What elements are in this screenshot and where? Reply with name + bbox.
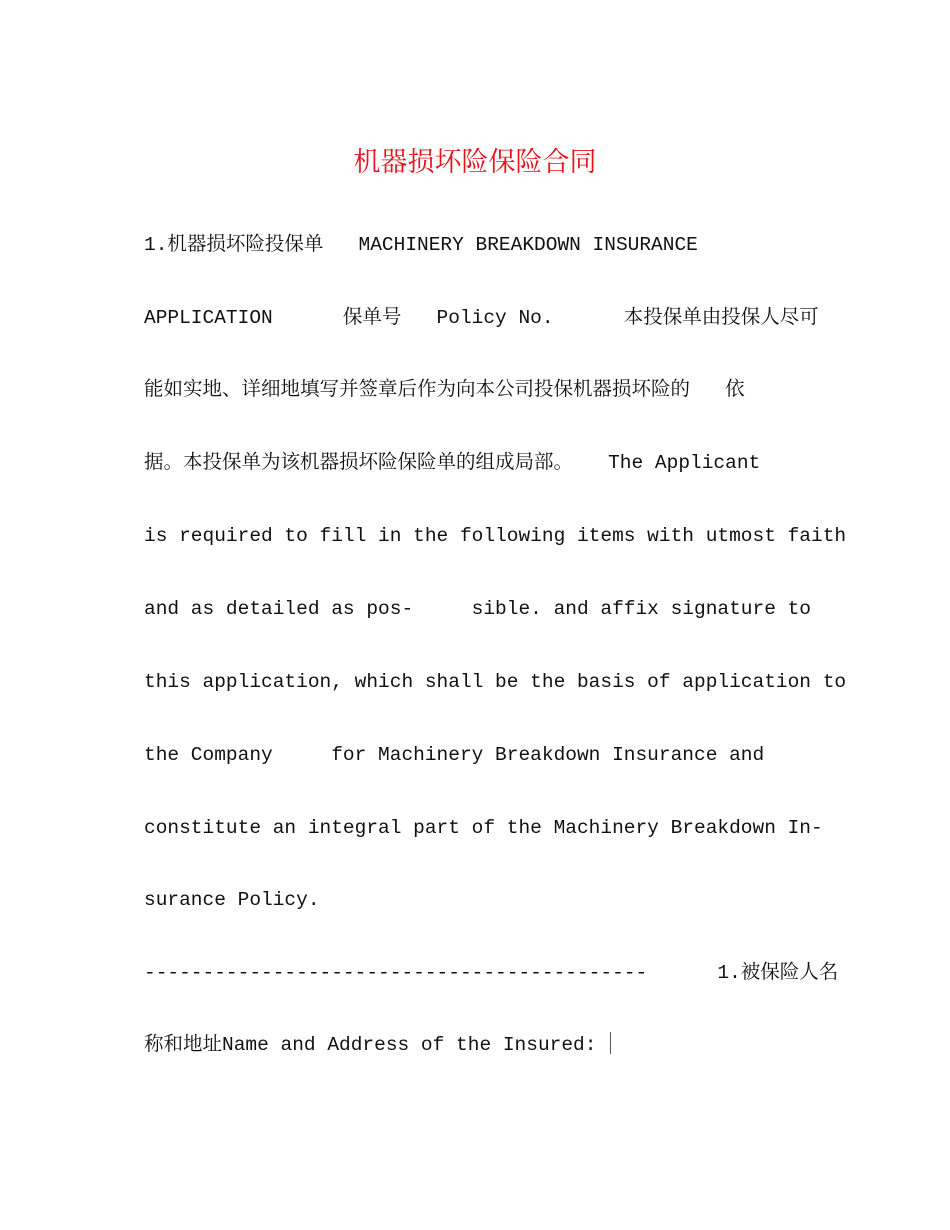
text-line: 1.机器损坏险投保单 MACHINERY BREAKDOWN INSURANCE [144,234,698,256]
text-cursor [610,1032,611,1054]
text-line: and as detailed as pos- sible. and affix signature to [144,598,812,620]
text-line: the Company for Machinery Breakdown Insurance and [144,744,765,766]
text-line: surance Policy. [144,889,320,911]
separator-line: ------------------------------------------- 1.被保险人名 [144,962,839,984]
text-line: 据。本投保单为该机器损坏险保险单的组成局部。 The Applicant [144,452,761,474]
text-line: this application, which shall be the basis of application to [144,671,847,693]
insured-name-address-line[interactable] [144,1032,611,1058]
text-line: APPLICATION 保单号 Policy No. 本投保单由投保人尽可 [144,307,819,329]
document-title: 机器损坏险保险合同 [353,147,597,178]
text-line: is required to fill in the following items with utmost faith [144,525,847,547]
text-line: constitute an integral part of the Machinery Breakdown In- [144,817,823,839]
text-line: 能如实地、详细地填写并签章后作为向本公司投保机器损坏险的 依 [144,379,745,401]
insured-name-address-label: 称和地址Name and Address of the Insured: [144,1034,609,1056]
